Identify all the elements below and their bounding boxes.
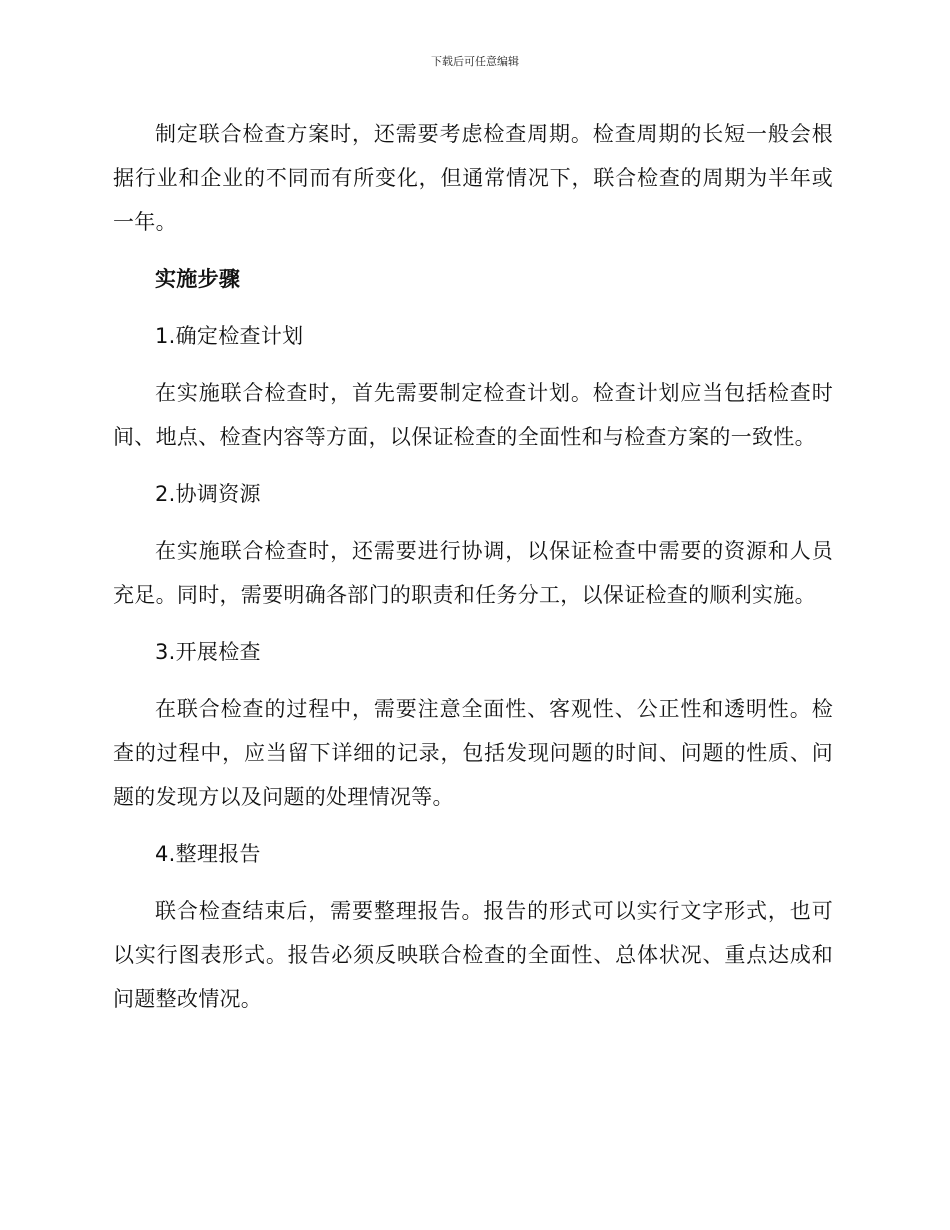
step-text-1: 在实施联合检查时，首先需要制定检查计划。检查计划应当包括检查时间、地点、检查内容等方面，以保证检查的全面性和与检查方案的一致性。: [113, 381, 833, 449]
step-text-3: 在联合检查的过程中，需要注意全面性、客观性、公正性和透明性。检查的过程中，应当留下详细的记录，包括发现问题的时间、问题的性质、问题的发现方以及问题的处理情况等。: [113, 697, 833, 809]
section-heading: 实施步骤: [155, 267, 241, 291]
step-title-3: 3.开展检查: [155, 640, 261, 664]
step-text-4: 联合检查结束后，需要整理报告。报告的形式可以实行文字形式，也可以实行图表形式。报告必须反映联合检查的全面性、总体状况、重点达成和问题整改情况。: [113, 899, 833, 1011]
document-body: [113, 112, 833, 1034]
step-title-4: 4.整理报告: [155, 842, 261, 866]
intro-paragraph: 制定联合检查方案时，还需要考虑检查周期。检查周期的长短一般会根据行业和企业的不同而有所变化，但通常情况下，联合检查的周期为半年或一年。: [113, 122, 833, 234]
step-text-2: 在实施联合检查时，还需要进行协调，以保证检查中需要的资源和人员充足。同时，需要明确各部门的职责和任务分工，以保证检查的顺利实施。: [113, 539, 833, 607]
step-title-2: 2.协调资源: [155, 482, 261, 506]
step-title-1: 1.确定检查计划: [155, 324, 304, 348]
page-header-note: 下载后可任意编辑: [431, 55, 519, 68]
